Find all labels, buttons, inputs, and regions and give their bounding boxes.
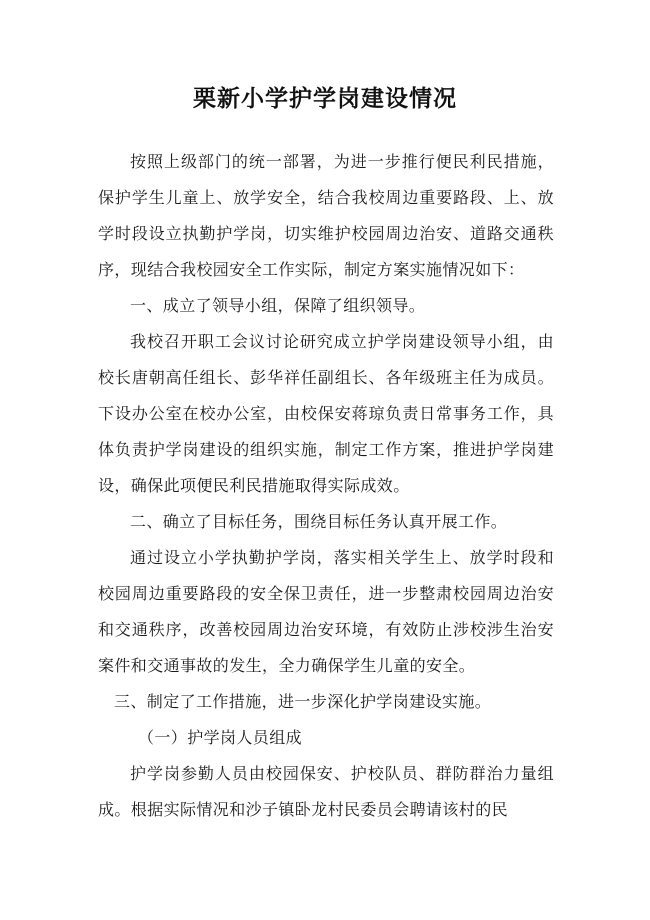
subsection-heading-1: （一）护学岗人员组成: [138, 728, 303, 747]
paragraph-leadership: 我校召开职工会议讨论研究成立护学岗建设领导小组，由校长唐朝高任组长、彭华祥任副组长、各年级班主任为成员。下设办公室在校办公室，由校保安蒋琼负责日常事务工作，具体负责护学岗建设的组织实施，制定工作方案，推进护学岗建设，确保此项便民利民措施取得实际成效。: [98, 332, 554, 495]
document-body: [98, 144, 554, 828]
section-heading-3: 三、制定了工作措施，进一步深化护学岗建设实施。: [114, 692, 492, 711]
paragraph-personnel: 护学岗参勤人员由校园保安、护校队员、群防群治力量组成。根据实际情况和沙子镇卧龙村民委员会聘请该村的民: [98, 764, 554, 819]
section-heading-2: 二、确立了目标任务，围绕目标任务认真开展工作。: [130, 512, 508, 531]
section-heading-1: 一、成立了领导小组，保障了组织领导。: [130, 296, 426, 315]
paragraph-goals: 通过设立小学执勤护学岗，落实相关学生上、放学时段和校园周边重要路段的安全保卫责任，进一步整肃校园周边治安和交通秩序，改善校园周边治安环境，有效防止涉校涉生治安案件和交通事故的发生，全力确保学生儿童的安全。: [98, 548, 554, 675]
document-title: 栗新小学护学岗建设情况: [193, 86, 457, 112]
paragraph-intro: 按照上级部门的统一部署，为进一步推行便民利民措施，保护学生儿童上、放学安全，结合我校周边重要路段、上、放学时段设立执勤护学岗，切实维护校园周边治安、道路交通秩序，现结合我校园安全工作实际，制定方案实施情况如下：: [98, 152, 554, 279]
